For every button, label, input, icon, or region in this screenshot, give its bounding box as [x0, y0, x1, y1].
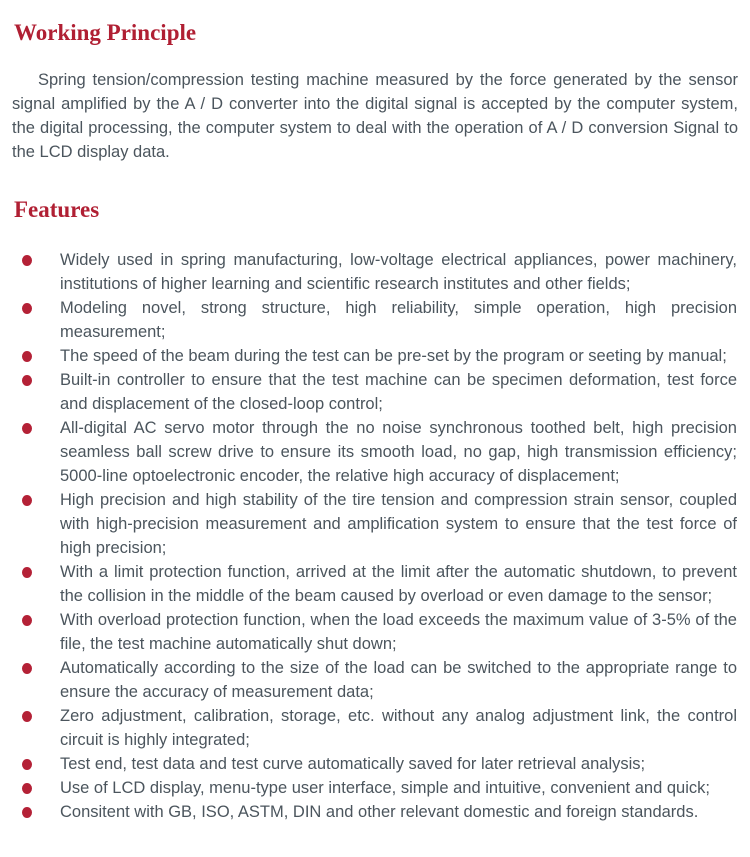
features-list: [14, 248, 737, 824]
bullet-icon: [22, 567, 32, 578]
working-principle-title: Working Principle: [14, 20, 197, 45]
features-title: Features: [14, 197, 100, 222]
bullet-icon: [22, 255, 32, 266]
feature-item-text: The speed of the beam during the test can be pre-set by the program or seeting by manual;: [60, 347, 727, 365]
feature-item-text: With a limit protection function, arrived at the limit after the automatic shutdown, to prevent the collision in the middle of the beam caused by overload or even damage to the sensor;: [60, 563, 737, 605]
feature-item-text: Modeling novel, strong structure, high reliability, simple operation, high precision measurement;: [60, 299, 737, 341]
feature-item: [14, 368, 737, 416]
feature-item: [14, 704, 737, 752]
bullet-icon: [22, 807, 32, 818]
bullet-icon: [22, 615, 32, 626]
bullet-icon: [22, 759, 32, 770]
feature-item: [14, 752, 737, 776]
bullet-icon: [22, 663, 32, 674]
feature-item: [14, 560, 737, 608]
bullet-icon: [22, 783, 32, 794]
feature-item-text: High precision and high stability of the tire tension and compression strain sensor, coupled with high-precision measurement and amplification system to ensure that the test force of high precision;: [60, 491, 737, 557]
bullet-icon: [22, 711, 32, 722]
feature-item: [14, 344, 737, 368]
feature-item-text: Use of LCD display, menu-type user interface, simple and intuitive, convenient and quick;: [60, 779, 710, 797]
bullet-icon: [22, 423, 32, 434]
feature-item: [14, 416, 737, 488]
feature-item: [14, 296, 737, 344]
feature-item-text: Widely used in spring manufacturing, low-voltage electrical appliances, power machinery, institutions of higher learning and scientific research institutes and other fields;: [60, 251, 737, 293]
feature-item: [14, 776, 737, 800]
feature-item-text: All-digital AC servo motor through the no noise synchronous toothed belt, high precision seamless ball screw drive to ensure its smooth load, no gap, high transmission efficiency; 5000-line optoelectronic encoder, the relative high accuracy of displacement;: [60, 419, 737, 485]
bullet-icon: [22, 375, 32, 386]
feature-item: [14, 608, 737, 656]
feature-item-text: Built-in controller to ensure that the test machine can be specimen deformation, test force and displacement of the closed-loop control;: [60, 371, 737, 413]
feature-item: [14, 656, 737, 704]
bullet-icon: [22, 495, 32, 506]
feature-item: [14, 248, 737, 296]
feature-item-text: Automatically according to the size of the load can be switched to the appropriate range to ensure the accuracy of measurement data;: [60, 659, 737, 701]
feature-item-text: Zero adjustment, calibration, storage, etc. without any analog adjustment link, the control circuit is highly integrated;: [60, 707, 737, 749]
feature-item-text: Consitent with GB, ISO, ASTM, DIN and other relevant domestic and foreign standards.: [60, 803, 699, 821]
feature-item-text: With overload protection function, when the load exceeds the maximum value of 3-5% of the file, the test machine automatically shut down;: [60, 611, 737, 653]
bullet-icon: [22, 303, 32, 314]
working-principle-paragraph: Spring tension/compression testing machine measured by the force generated by the sensor signal amplified by the A / D converter into the digital signal is accepted by the computer system, the digital processing, the computer system to deal with the operation of A / D conversion Signal to the LCD display data.: [12, 71, 738, 161]
bullet-icon: [22, 351, 32, 362]
feature-item: [14, 488, 737, 560]
feature-item: [14, 800, 737, 824]
feature-item-text: Test end, test data and test curve automatically saved for later retrieval analysis;: [60, 755, 646, 773]
